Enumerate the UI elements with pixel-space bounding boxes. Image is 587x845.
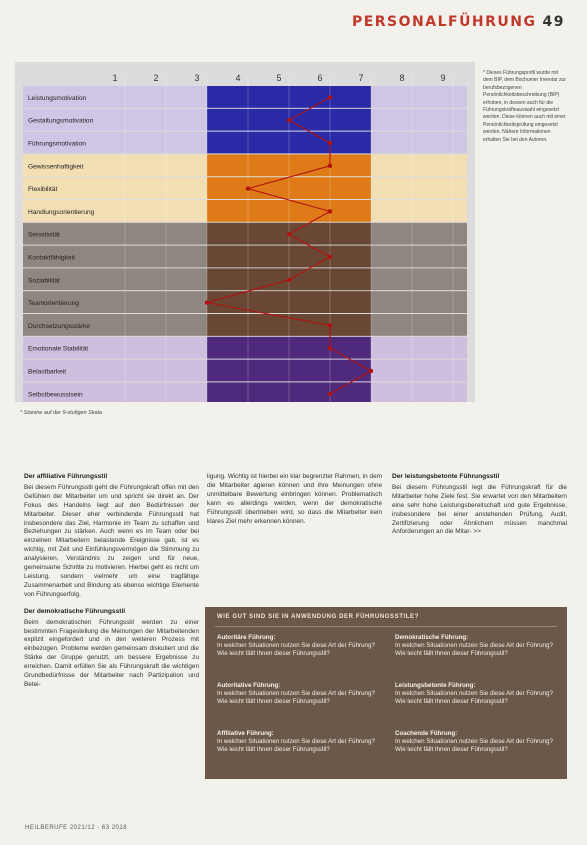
question-item bbox=[395, 634, 560, 659]
page-title: PERSONALFÜHRUNG bbox=[351, 14, 537, 30]
question-item bbox=[217, 634, 382, 659]
profile-point bbox=[328, 209, 332, 213]
profile-point bbox=[287, 118, 291, 122]
question-title: Leistungsbetonte Führung: bbox=[395, 682, 476, 689]
question-item bbox=[217, 730, 382, 755]
profile-point bbox=[328, 141, 332, 145]
profile-point bbox=[328, 323, 332, 327]
question-title: Coachende Führung: bbox=[395, 730, 458, 737]
scale-tick-label: 1 bbox=[112, 73, 118, 83]
scale-tick-label: 2 bbox=[153, 73, 159, 83]
profile-point bbox=[246, 186, 250, 190]
section-text: Bei diesem Führungsstil legt die Führungskraft für die Mitarbeiter hohe Ziele fest. Sie erwartet von den Mitarbeitern eine sehr hohe Leistungsbereitschaft und gute Ergebnisse, insbesondere bei einer anstehenden Prüfung, Audit, Zertifizierung oder Ähnlichem müssen manchmal Anforderungen an die Mitar- >> bbox=[392, 483, 567, 536]
chart-footnote: * Stanine auf der 9-stufigen Skala bbox=[20, 410, 102, 416]
row-label: Soziabilität bbox=[28, 277, 60, 285]
page-number: 49 bbox=[542, 14, 565, 30]
row-label: Belastbarkeit bbox=[28, 368, 67, 376]
section-text: Beim demokratischen Führungsstil werden zu einer bestimmten Fragestellung die Meinungen der Mitarbeitenden explizit eingefordert und in den weiteren Prozess mit einbezogen. Probleme werden gemeinsam diskutiert und die Stärke der Gruppe genutzt, um bessere Ergebnisse zu erreichen. Damit erfüllen Sie als Führungskraft die wichtigen Grundbedürfnisse der Mitarbeiter nach Partizipation und Betei- bbox=[24, 618, 199, 688]
scale-tick-label: 8 bbox=[399, 73, 405, 83]
question-title: Autoritäre Führung: bbox=[217, 634, 276, 641]
question-1: In welchen Situationen nutzen Sie diese Art der Führung? bbox=[217, 642, 375, 650]
row-label: Durchsetzungsstärke bbox=[28, 322, 90, 330]
profile-point bbox=[328, 164, 332, 168]
profile-point bbox=[328, 95, 332, 99]
row-label: Flexibilität bbox=[28, 186, 58, 194]
section-title: Der leistungsbetonte Führungsstil bbox=[392, 473, 500, 480]
section-title: Der demokratische Führungsstil bbox=[24, 607, 126, 615]
section-title: Der affiliative Führungsstil bbox=[24, 473, 108, 480]
profile-point bbox=[369, 369, 373, 373]
question-2: Wie leicht fällt Ihnen dieser Führungsstil? bbox=[395, 650, 508, 658]
scale-tick-label: 3 bbox=[194, 73, 200, 83]
row-label: Führungsmotivation bbox=[28, 140, 86, 148]
scale-tick-label: 5 bbox=[276, 73, 282, 83]
text-column-2 bbox=[207, 473, 382, 534]
question-2: Wie leicht fällt Ihnen dieser Führungsstil? bbox=[217, 698, 330, 706]
question-2: Wie leicht fällt Ihnen dieser Führungsstil? bbox=[395, 746, 508, 754]
question-title: Autoritative Führung: bbox=[217, 682, 281, 689]
question-title: Affiliative Führung: bbox=[217, 730, 274, 737]
page-footer: HEILBERUFE 2021/12 · 63 2018 bbox=[25, 825, 128, 831]
section-text: ligung. Wichtig ist hierbei ein klar begrenzter Rahmen, in dem die Mitarbeiter agieren können und ihre Meinungen ohne unmittelbare Bewertung einbringen können. Problematisch kann es allerdings werden, wenn der demokratische Führungsstil übertrieben wird, so dass die Mitarbeiter kein klares Ziel mehr erkennen können. bbox=[207, 473, 382, 525]
row-label: Gestaltungsmotivation bbox=[28, 117, 94, 125]
question-1: In welchen Situationen nutzen Sie diese Art der Führung? bbox=[395, 690, 553, 698]
question-1: In welchen Situationen nutzen Sie diese Art der Führung? bbox=[395, 738, 553, 746]
profile-point bbox=[287, 232, 291, 236]
row-label: Kontaktfähigkeit bbox=[28, 254, 75, 262]
row-label: Handlungsorientierung bbox=[28, 208, 95, 216]
profile-point bbox=[328, 392, 332, 396]
profile-chart bbox=[15, 62, 475, 402]
scale-tick-label: 4 bbox=[235, 73, 241, 83]
profile-point bbox=[287, 278, 291, 282]
row-label: Leistungsmotivation bbox=[28, 94, 87, 102]
question-item bbox=[395, 730, 560, 755]
question-item bbox=[217, 682, 382, 707]
scale-tick-label: 7 bbox=[358, 73, 364, 83]
question-2: Wie leicht fällt Ihnen dieser Führungsstil? bbox=[217, 650, 330, 658]
text-column-1 bbox=[24, 473, 199, 698]
profile-point bbox=[328, 346, 332, 350]
page-header bbox=[352, 14, 565, 30]
row-label: Teamorientierung bbox=[28, 300, 79, 308]
text-column-3 bbox=[392, 473, 567, 545]
question-1: In welchen Situationen nutzen Sie diese Art der Führung? bbox=[395, 642, 553, 650]
question-box bbox=[205, 607, 567, 779]
scale-tick-label: 9 bbox=[440, 73, 446, 83]
profile-point bbox=[328, 255, 332, 259]
side-note: * Dieses Führungsprofil wurde mit dem BIP, dem Bochumer Inventar zur berufsbezogenen Persönlichkeitsbeschreibung (BIP) erhoben, in dessen auch für die Führungskräfteauswahl eingesetzt werden. Diese können auch mit einer Persönlichkeitsprüfung eingesetzt werden. Nähere Informationen erhalten Sie bei den Autoren. bbox=[483, 70, 567, 143]
row-label: Selbstbewusstsein bbox=[28, 391, 83, 399]
question-1: In welchen Situationen nutzen Sie diese Art der Führung? bbox=[217, 690, 375, 698]
row-label: Emotionale Stabilität bbox=[28, 345, 89, 353]
section-text: Bei diesem Führungsstil geht die Führungskraft offen mit den Gefühlen der Mitarbeiter um und spricht sie direkt an. Der Fokus des Handelns liegt auf den Bedürfnissen der Mitarbeiter. Dieser eher verbindende Führungsstil hat insbesondere das Ziel, Harmonie im Team zu schaffen und Beziehungen zu stärken. Auch wenn es im Team oder bei einzelnen Mitarbeitern belastende Ereignisse gab, ist es wichtig, mit Zeit und Einfühlungsvermögen die Stimmung zu analysieren, Verständnis zu zeigen und für neue, gemeinsame Schritte zu motivieren. Hierbei geht es nicht um Leistung, sondern vielmehr um eine tragfähige Zusammenarbeit und Bindung als ebenso wichtige Elemente von Führungserfolg. bbox=[24, 483, 199, 598]
scale-tick-label: 6 bbox=[317, 73, 323, 83]
question-title: Demokratische Führung: bbox=[395, 634, 469, 641]
question-item bbox=[395, 682, 560, 707]
row-label: Sensitivität bbox=[28, 231, 60, 239]
box-title: WIE GUT SIND SIE IN ANWENDUNG DER FÜHRUNGSSTILE? bbox=[217, 614, 419, 620]
row-label: Gewissenhaftigkeit bbox=[28, 163, 84, 171]
question-2: Wie leicht fällt Ihnen dieser Führungsstil? bbox=[217, 746, 330, 754]
box-divider bbox=[215, 626, 557, 627]
profile-point bbox=[205, 300, 209, 304]
question-2: Wie leicht fällt Ihnen dieser Führungsstil? bbox=[395, 698, 508, 706]
question-1: In welchen Situationen nutzen Sie diese Art der Führung? bbox=[217, 738, 375, 746]
